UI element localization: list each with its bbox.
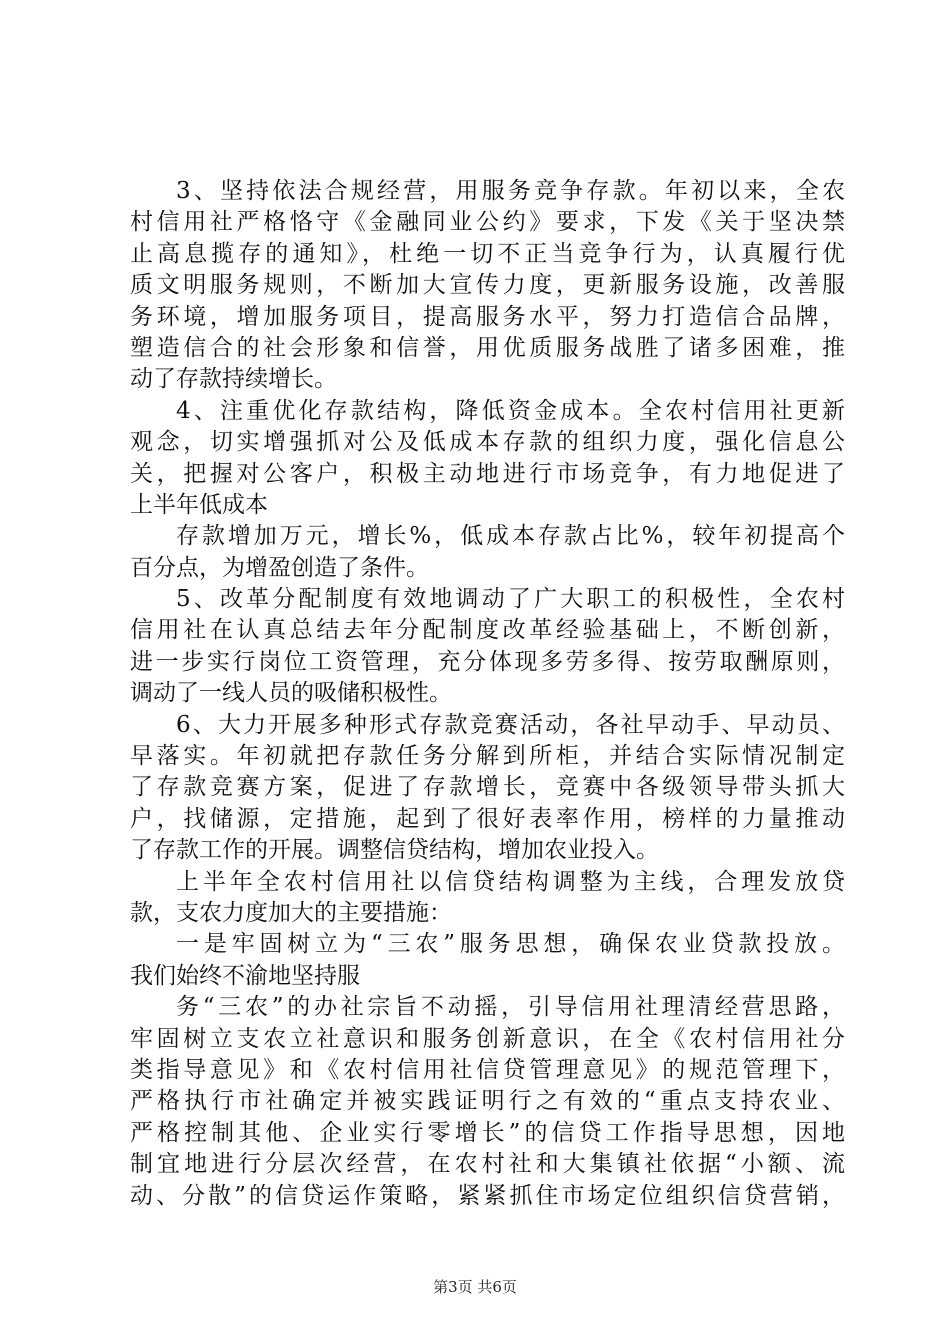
text-line: 塑造信合的社会形象和信誉，用优质服务战胜了诸多困难，推 (130, 334, 845, 361)
text-line: 制宜地进行分层次经营，在农村社和大集镇社依据“小额、流 (130, 1151, 845, 1178)
text-line: 3、坚持依法合规经营，用服务竞争存款。年初以来，全农 (176, 178, 845, 204)
text-line: 关，把握对公客户，积极主动地进行市场竞争，有力地促进了 (130, 460, 845, 487)
text-line: 务“三农”的办社宗旨不动摇，引导信用社理清经营思路， (176, 994, 845, 1021)
text-line: 我们始终不渝地坚持服 (130, 962, 360, 989)
text-line: 存款增加万元，增长%，低成本存款占比%，较年初提高个 (176, 523, 845, 550)
text-line: 进一步实行岗位工资管理，充分体现多劳多得、按劳取酬原则， (130, 648, 845, 675)
text-line: 质文明服务规则，不断加大宣传力度，更新服务设施，改善服 (130, 272, 845, 299)
text-line: 严格执行市社确定并被实践证明行之有效的“重点支持农业、 (130, 1088, 845, 1115)
text-line: 牢固树立支农立社意识和服务创新意识，在全《农村信用社分 (130, 1025, 845, 1052)
text-line: 4、注重优化存款结构，降低资金成本。全农村信用社更新 (176, 397, 845, 424)
text-line: 户，找储源，定措施，起到了很好表率作用，榜样的力量推动 (130, 805, 845, 832)
text-line: 了存款竞赛方案，促进了存款增长，竞赛中各级领导带头抓大 (130, 774, 845, 801)
text-line: 止高息揽存的通知》，杜绝一切不正当竞争行为，认真履行优 (130, 240, 845, 267)
text-line: 款，支农力度加大的主要措施： (130, 899, 452, 926)
text-line: 6、大力开展多种形式存款竞赛活动，各社早动手、早动员、 (176, 711, 845, 738)
text-line: 5、改革分配制度有效地调动了广大职工的积极性，全农村 (176, 586, 845, 613)
text-line: 百分点，为增盈创造了条件。 (130, 554, 429, 581)
text-line: 上半年低成本 (130, 491, 268, 518)
text-line: 早落实。年初就把存款任务分解到所柜，并结合实际情况制定 (130, 743, 845, 770)
text-line: 务环境，增加服务项目，提高服务水平，努力打造信合品牌， (130, 303, 845, 330)
text-line: 上半年全农村信用社以信贷结构调整为主线，合理发放贷 (176, 868, 845, 895)
text-line: 类指导意见》和《农村信用社信贷管理意见》的规范管理下， (130, 1056, 845, 1083)
text-line: 调动了一线人员的吸储积极性。 (130, 680, 452, 707)
text-line: 动了存款持续增长。 (130, 366, 337, 393)
text-line: 了存款工作的开展。调整信贷结构，增加农业投入。 (130, 837, 659, 864)
page-footer: 第3页 共6页 (433, 1278, 517, 1296)
text-line: 信用社在认真总结去年分配制度改革经验基础上，不断创新， (130, 617, 845, 644)
text-line: 观念，切实增强抓对公及低成本存款的组织力度，强化信息公 (130, 429, 845, 456)
text-line: 动、分散”的信贷运作策略，紧紧抓住市场定位组织信贷营销， (130, 1182, 845, 1209)
text-line: 一是牢固树立为“三农”服务思想，确保农业贷款投放。 (176, 931, 845, 958)
text-line: 严格控制其他、企业实行零增长”的信贷工作指导思想，因地 (130, 1119, 845, 1146)
text-line: 村信用社严格恪守《金融同业公约》要求，下发《关于坚决禁 (130, 209, 845, 236)
document-body (130, 176, 845, 1212)
